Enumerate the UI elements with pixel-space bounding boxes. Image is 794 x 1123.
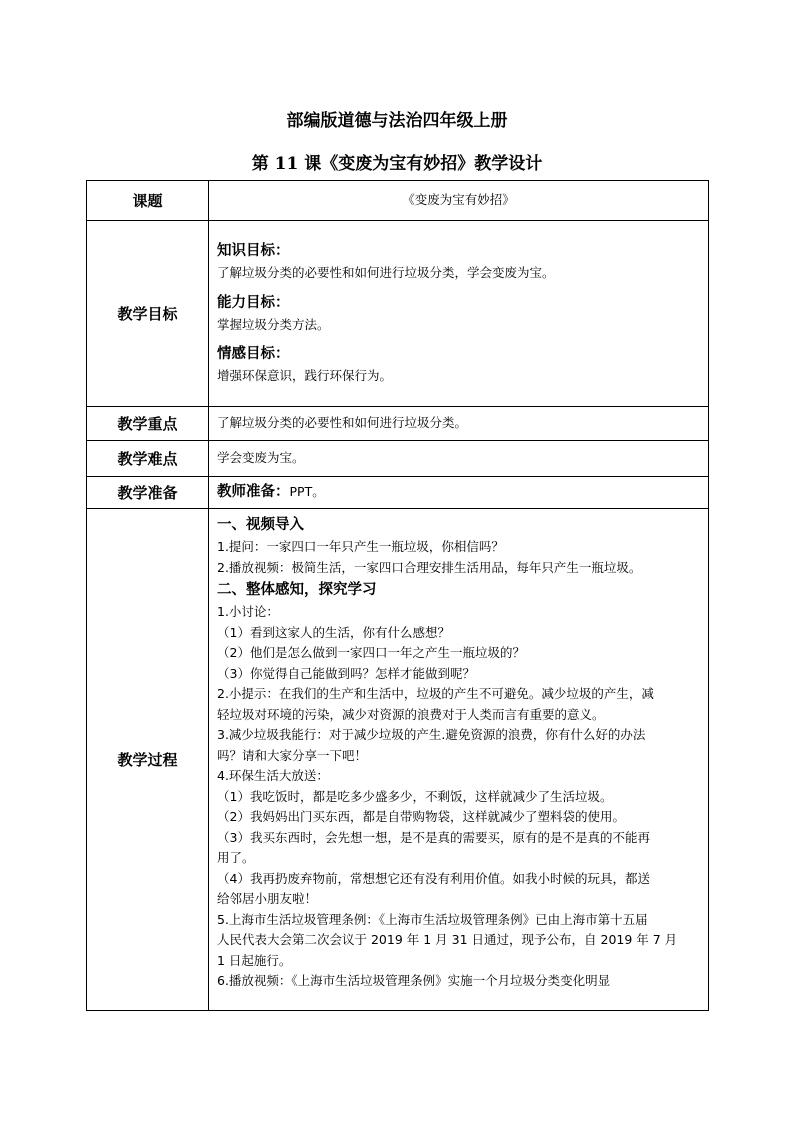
lesson-plan-table [86, 180, 709, 1011]
list-item: 2.小提示：在我们的生产和生活中，垃圾的产生不可避免。减少垃圾的产生，减 [217, 686, 654, 701]
key-points-value: 了解垃圾分类的必要性和如何进行垃圾分类。 [209, 407, 709, 441]
list-item: 给邻居小朋友啦！ [217, 891, 318, 906]
list-item: （3）我买东西时，会先想一想，是不是真的需要买，原有的是不是真的不能再 [217, 829, 650, 845]
document-title: 部编版道德与法治四年级上册 [286, 111, 508, 131]
emotion-title: 情感目标： [217, 346, 290, 363]
emotion-text: 增强环保意识，践行环保行为。 [217, 368, 393, 384]
list-item: 轻垃圾对环境的污染，减少对资源的浪费对于人类而言有重要的意义。 [217, 706, 605, 722]
ability-text: 掌握垃圾分类方法。 [217, 316, 330, 332]
list-item: 用了。 [217, 850, 255, 865]
preparation-label: 教学准备 [87, 477, 209, 509]
list-item: 4.环保生活大放送： [217, 768, 329, 783]
table-row [87, 509, 709, 1011]
list-item: 2.播放视频：极简生活，一家四口合理安排生活用品，每年只产生一瓶垃圾。 [217, 559, 642, 575]
list-item: 人民代表大会第二次会议于 2019 年 1 月 31 日通过，现予公布，自 2019 年 7 月 [217, 932, 678, 947]
table-row [87, 221, 709, 407]
topic-label: 课题 [87, 181, 209, 221]
list-item: 1.小讨论： [217, 604, 279, 619]
list-item: （2）我妈妈出门买东西，都是自带购物袋，这样就减少了塑料袋的使用。 [217, 809, 625, 824]
preparation-cell [209, 477, 709, 509]
document-subtitle: 第 11 课《变废为宝有妙招》教学设计 [251, 154, 543, 174]
list-item: 1.提问：一家四口一年只产生一瓶垃圾，你相信吗？ [217, 539, 504, 554]
list-item: 6.播放视频：《上海市生活垃圾管理条例》实施一个月垃圾分类变化明显 [217, 973, 611, 988]
list-item: 吗？请和大家分享一下吧！ [217, 747, 368, 763]
list-item: 1 日起施行。 [217, 952, 292, 968]
objectives-cell [209, 221, 709, 407]
list-item: （2）他们是怎么做到一家四口一年之产生一瓶垃圾的？ [217, 645, 525, 660]
list-item: 3.减少垃圾我能行：对于减少垃圾的产生.避免资源的浪费，你有什么好的办法 [217, 727, 646, 742]
difficulties-label: 教学难点 [87, 441, 209, 477]
process-cell [209, 509, 709, 1011]
key-points-label: 教学重点 [87, 407, 209, 441]
topic-value: 《变废为宝有妙招》 [209, 181, 709, 221]
objectives-label: 教学目标 [87, 221, 209, 407]
knowledge-title: 知识目标： [217, 243, 290, 260]
list-item: （3）你觉得自己能做到吗？怎样才能做到呢？ [217, 665, 475, 681]
preparation-value: PPT。 [289, 484, 325, 499]
table-row [87, 477, 709, 509]
process-label: 教学过程 [87, 509, 209, 1011]
list-item: （1）我吃饭时，都是吃多少盛多少，不剩饭，这样就减少了生活垃圾。 [217, 788, 613, 804]
knowledge-text: 了解垃圾分类的必要性和如何进行垃圾分类，学会变废为宝。 [217, 265, 555, 281]
table-row [87, 407, 709, 441]
list-item: 5.上海市生活垃圾管理条例：《上海市生活垃圾管理条例》已由上海市第十五届 [217, 911, 648, 927]
difficulties-value: 学会变废为宝。 [209, 441, 709, 477]
table-row [87, 181, 709, 221]
section-heading: 一、视频导入 [217, 517, 304, 533]
preparation-prefix: 教师准备： [217, 484, 290, 500]
list-item: （1）看到这家人的生活，你有什么感想？ [217, 624, 450, 640]
section-heading: 二、整体感知，探究学习 [217, 582, 377, 598]
ability-title: 能力目标： [217, 294, 290, 311]
list-item: （4）我再扔废弃物前，常想想它还有没有利用价值。如我小时候的玩具，都送 [217, 870, 650, 886]
table-row [87, 441, 709, 477]
